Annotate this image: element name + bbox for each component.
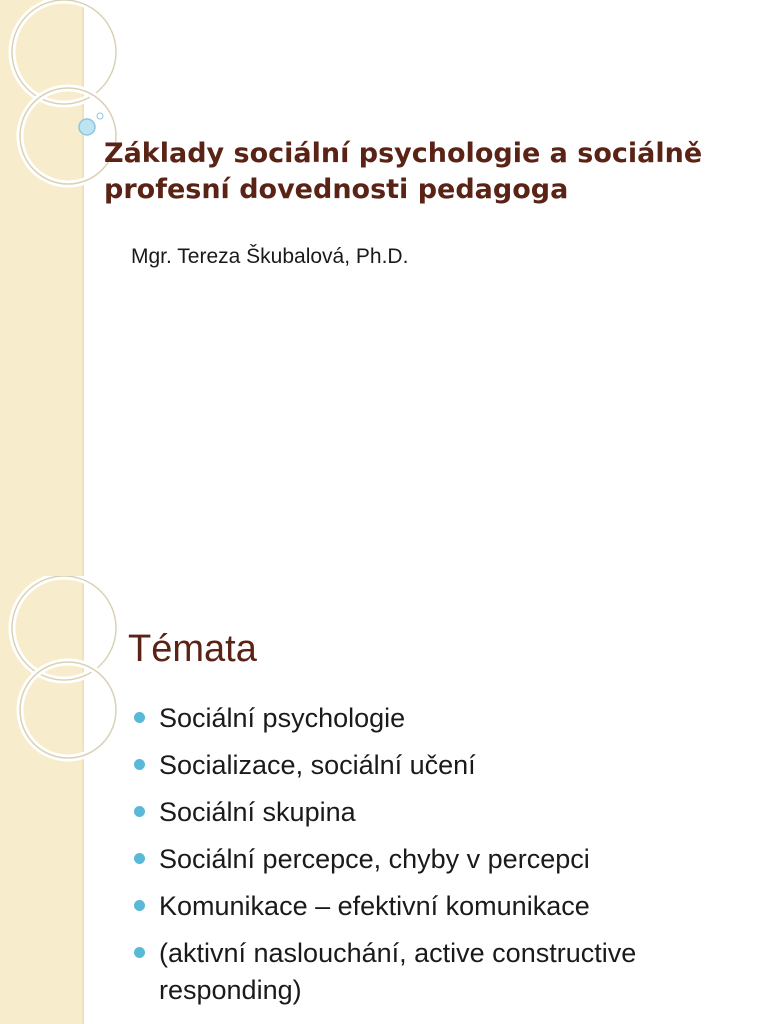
topic-list	[134, 700, 754, 1019]
bullet-icon	[134, 806, 145, 817]
list-item	[134, 700, 754, 737]
author-name: Mgr. Tereza Škubalová, Ph.D.	[131, 245, 409, 268]
topic-text: Sociální skupina	[159, 797, 356, 827]
list-item	[134, 747, 754, 784]
bullet-icon	[134, 712, 145, 723]
slide-title: Základy sociální psychologie a sociálně profesní dovednosti pedagoga	[104, 138, 703, 205]
bullet-icon	[134, 759, 145, 770]
topics-slide	[0, 576, 768, 1024]
topic-text: Socializace, sociální učení	[159, 750, 476, 780]
topic-text: Sociální psychologie	[159, 703, 406, 733]
bullet-icon	[134, 900, 145, 911]
topic-text: Komunikace – efektivní komunikace	[159, 891, 590, 921]
list-item	[134, 841, 754, 878]
list-item	[134, 794, 754, 831]
topic-text: (aktivní naslouchání, active constructive responding)	[159, 938, 637, 1005]
bullet-icon	[134, 853, 145, 864]
decorative-circles-icon	[0, 576, 130, 776]
slide-heading: Témata	[128, 628, 257, 670]
topic-text: Sociální percepce, chyby v percepci	[159, 844, 590, 874]
bullet-icon	[134, 947, 145, 958]
list-item	[134, 935, 754, 1009]
list-item	[134, 888, 754, 925]
